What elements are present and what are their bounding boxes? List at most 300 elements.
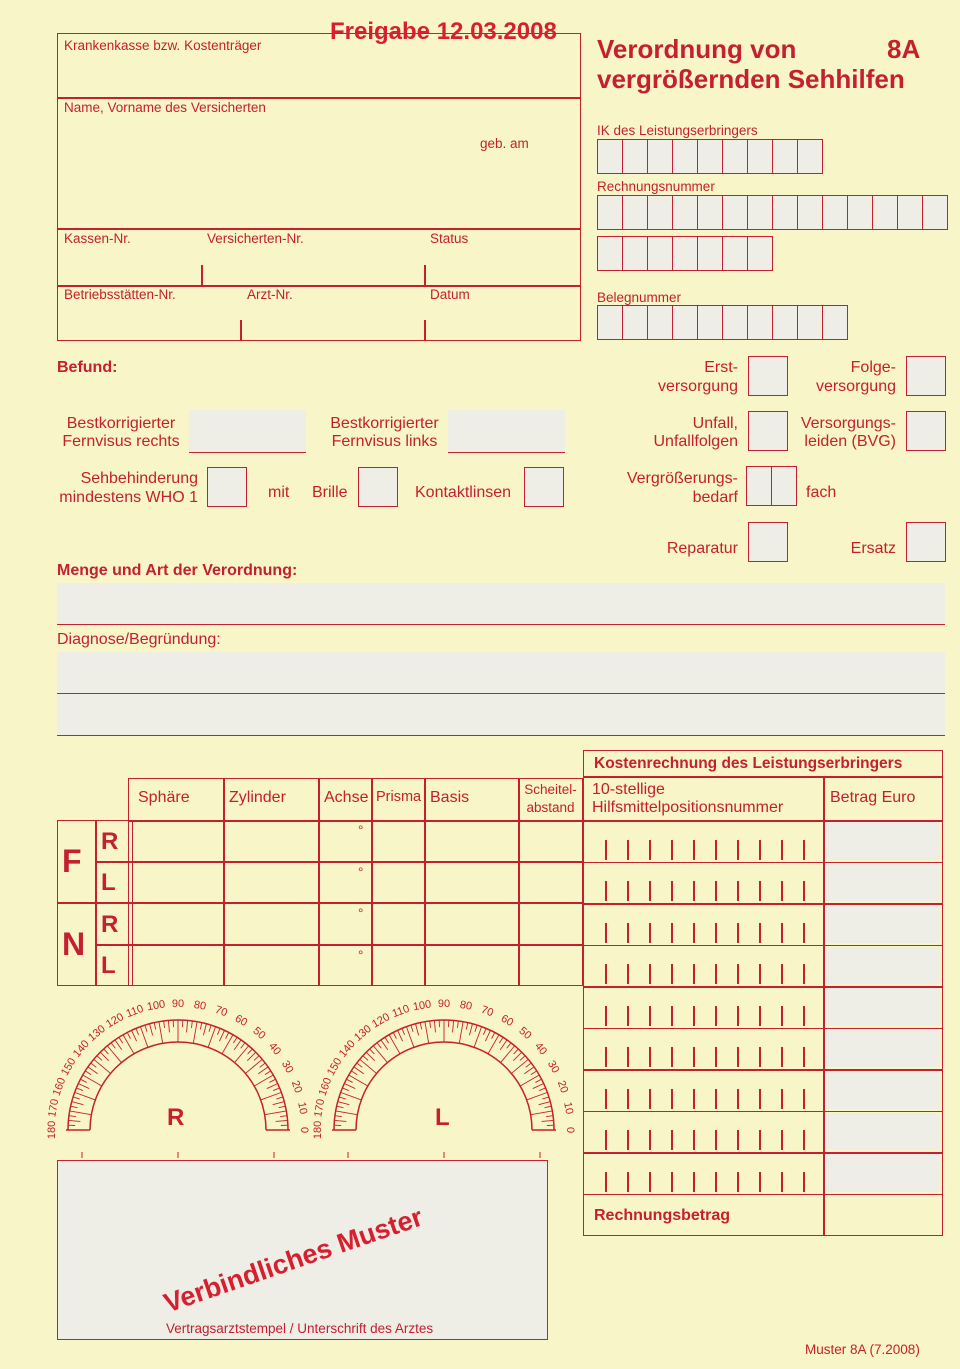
protractor-tick-label: 0 [564,1126,577,1134]
ersatz-label: Ersatz [850,540,896,557]
hmpn-digit-tick [693,1047,695,1067]
protractor-tick [416,1024,419,1036]
protractor-tick-label: 110 [124,1002,146,1021]
protractor-tick [354,1067,364,1074]
row-far-right: R [101,828,119,855]
bvg-checkbox[interactable] [906,411,946,451]
axis-protractor-left[interactable] [311,997,577,1160]
protractor-tick [389,1035,400,1054]
who-label-1: Sehbehinderung [80,470,198,487]
betrag-field[interactable] [826,1113,940,1151]
fach-label: fach [806,484,837,501]
ik-digit[interactable] [672,139,698,174]
ik-digit[interactable] [597,139,623,174]
hmpn-digit-tick [715,1089,717,1109]
protractor-tick [539,1088,545,1091]
protractor-tick [265,1071,271,1075]
protractor-tick [234,1040,241,1050]
footer-form-version: Muster 8A (7.2008) [805,1342,920,1357]
hmpn-digit-tick [693,923,695,943]
protractor-tick [136,1028,139,1034]
protractor-tick [357,1063,363,1067]
protractor-tick [430,1021,431,1028]
protractor-tick-label: 110 [390,1002,412,1021]
hmpn-digit-tick [605,881,607,901]
betrag-field[interactable] [826,905,940,943]
rechnungsnummer-digit[interactable] [772,195,798,230]
protractor-right-label: R [167,1104,185,1131]
rechnungsnummer-digit[interactable] [897,195,923,230]
hmpn-digit-tick [693,1172,695,1192]
hmpn-digit-tick [715,923,717,943]
protractor-tick [273,1088,279,1091]
protractor-tick [76,1088,82,1091]
protractor-tick [524,1067,534,1074]
visus-left-label-1: Bestkorrigierter [330,415,439,432]
ersatz-checkbox[interactable] [906,522,946,562]
protractor-tick [531,1111,553,1115]
hmpn-digit-tick [759,1006,761,1026]
hmpn-label-2: Hilfsmittelpositionsnummer [592,799,784,816]
protractor-tick [254,1075,273,1086]
hmpn-digit-tick [737,923,739,943]
betrag-field[interactable] [826,1071,940,1109]
protractor-tick [97,1056,102,1061]
rechnungsnummer-digit[interactable] [622,195,648,230]
protractor-tick [466,1023,468,1030]
ik-digit[interactable] [647,139,673,174]
protractor-tick [420,1023,422,1030]
hmpn-digit-tick [737,1006,739,1026]
col-sphaere: Sphäre [138,789,190,806]
protractor-tick-label: 30 [278,1058,296,1076]
group-near-label: N [62,926,86,962]
hmpn-digit-tick [715,881,717,901]
protractor-tick-label: 90 [437,997,451,1010]
hmpn-digit-tick [781,881,783,901]
ik-digit[interactable] [747,139,773,174]
protractor-tick [360,1059,377,1073]
hmpn-digit-tick [781,840,783,860]
col-scheitel-2: abstand [526,800,575,815]
protractor-tick [115,1040,122,1050]
form-number: 8A [887,34,921,64]
rechnungsnummer-2-digit[interactable] [622,236,648,271]
protractor-tick [265,1111,287,1115]
degree-1: ° [358,823,364,838]
rechnungsnummer-digit[interactable] [922,195,948,230]
protractor-tick [104,1049,109,1054]
watermark-text: Verbindliches Muster [160,1201,427,1319]
protractor-tick-label: 180 [45,1120,58,1140]
datum-label: Datum [430,287,470,302]
protractor-tick [193,1022,197,1044]
hmpn-digit-tick [693,1089,695,1109]
hmpn-digit-tick [671,1172,673,1192]
hmpn-digit-tick [693,964,695,984]
col-prisma: Prisma [376,789,422,805]
betrag-field[interactable] [826,988,940,1026]
protractor-tick [393,1032,396,1038]
hmpn-digit-tick [759,1172,761,1192]
protractor-tick [248,1049,253,1054]
hmpn-digit-tick [605,1172,607,1192]
hmpn-digit-tick [781,923,783,943]
hmpn-digit-tick [671,1130,673,1150]
brille-checkbox[interactable] [358,467,398,507]
belegnummer-digit[interactable] [747,305,773,340]
hmpn-digit-tick [759,1130,761,1150]
reparatur-checkbox[interactable] [748,522,788,562]
folge-label-2: versorgung [815,378,896,395]
hmpn-digit-tick [803,840,805,860]
col-basis: Basis [430,789,470,806]
protractor-tick-label: 70 [213,1003,229,1020]
protractor-tick [219,1030,224,1041]
protractor-tick [385,1037,389,1043]
hmpn-digit-tick [649,1130,651,1150]
hmpn-digit-tick [737,1172,739,1192]
rechnungsnummer-digit[interactable] [872,195,898,230]
hmpn-digit-tick [649,881,651,901]
protractor-tick [241,1043,245,1049]
protractor-tick [69,1116,76,1117]
protractor-tick [187,1020,188,1032]
rechnungsnummer-label: Rechnungsnummer [597,179,715,194]
protractor-tick [269,1079,275,1082]
hmpn-digit-tick [627,881,629,901]
hmpn-digit-tick [605,1006,607,1026]
protractor-tick [276,1120,288,1121]
hmpn-digit-tick [715,1172,717,1192]
hmpn-digit-tick [715,964,717,984]
row-near-left: L [101,952,116,979]
protractor-tick [492,1032,495,1038]
rechnungsnummer-digit[interactable] [722,195,748,230]
who-checkbox[interactable] [207,467,247,507]
rechnungsnummer-2-digit[interactable] [722,236,748,271]
hmpn-digit-tick [803,1172,805,1192]
protractor-tick [457,1021,458,1028]
rechnungsnummer-digit[interactable] [797,195,823,230]
hmpn-digit-tick [803,923,805,943]
rechnungsnummer-2-digit[interactable] [747,236,773,271]
protractor-tick [500,1040,507,1050]
hmpn-digit-tick [781,1006,783,1026]
ik-digit[interactable] [622,139,648,174]
reparatur-label: Reparatur [666,540,738,557]
protractor-tick-label: 170 [312,1098,328,1119]
col-scheitel-1: Scheitel- [524,782,577,797]
hmpn-digit-tick [627,840,629,860]
belegnummer-digit[interactable] [797,305,823,340]
protractor-tick [338,1102,350,1105]
protractor-tick [334,1120,346,1121]
belegnummer-digit[interactable] [772,305,798,340]
protractor-tick [164,1021,165,1028]
hmpn-digit-tick [693,1006,695,1026]
ik-digit[interactable] [797,139,823,174]
hmpn-digit-tick [803,1130,805,1150]
protractor-tick [377,1043,381,1049]
hmpn-digit-tick [759,923,761,943]
hmpn-digit-tick [671,923,673,943]
protractor-tick [258,1067,268,1074]
belegnummer-digit[interactable] [722,305,748,340]
hmpn-digit-tick [605,1130,607,1150]
protractor-tick [94,1059,111,1073]
versicherten-nr-label: Versicherten-Nr. [207,231,304,246]
hmpn-digit-tick [693,1130,695,1150]
protractor-tick-label: 40 [532,1040,550,1058]
betrag-field[interactable] [826,822,940,860]
hmpn-digit-tick [737,840,739,860]
protractor-tick [127,1032,130,1038]
protractor-tick [373,1046,387,1063]
vergroesserung-digit-1[interactable] [746,466,772,506]
rechnungsnummer-2-digit[interactable] [672,236,698,271]
hmpn-digit-tick [781,1047,783,1067]
hmpn-digit-tick [605,1047,607,1067]
betrag-field[interactable] [826,864,940,902]
protractor-tick [150,1024,153,1036]
vergroesserung-digit-2[interactable] [771,466,797,506]
protractor-tick-label: 140 [70,1038,92,1060]
ik-digit[interactable] [772,139,798,174]
hmpn-digit-tick [715,1047,717,1067]
rechnungsnummer-2-digit[interactable] [597,236,623,271]
protractor-tick [68,1120,80,1121]
hmpn-digit-tick [759,1089,761,1109]
patient-name-label: Name, Vorname des Versicherten [64,100,266,115]
hmpn-digit-tick [737,964,739,984]
protractor-tick [425,1022,429,1044]
rechnungsnummer-2-digit[interactable] [697,236,723,271]
protractor-tick [485,1030,490,1041]
folgeversorgung-checkbox[interactable] [906,356,946,396]
protractor-tick-label: 160 [316,1076,335,1098]
protractor-tick [111,1043,115,1049]
unfall-label-2: Unfallfolgen [653,433,738,450]
protractor-tick [411,1025,413,1032]
protractor-tick-label: 20 [554,1079,571,1095]
protractor-tick-label: 10 [561,1101,576,1116]
protractor-tick-label: 80 [192,998,207,1013]
protractor-tick [501,1046,515,1063]
kontaktlinsen-checkbox[interactable] [524,467,564,507]
hmpn-digit-tick [671,964,673,984]
protractor-tick-label: 100 [146,998,167,1014]
visus-right-label-2: Fernvisus rechts [62,433,180,450]
rechnungsnummer-digit[interactable] [597,195,623,230]
protractor-tick [434,1020,435,1032]
folge-label-1: Folge- [850,359,896,376]
form-title-line1: Verordnung von [597,34,797,64]
diagnose-title: Diagnose/Begründung: [57,631,221,648]
protractor-tick [83,1075,102,1086]
protractor-tick [336,1111,358,1115]
visus-left-field[interactable] [448,410,565,453]
degree-2: ° [358,865,364,880]
belegnummer-digit[interactable] [672,305,698,340]
kassen-nr-label: Kassen-Nr. [64,231,131,246]
hmpn-label-1: 10-stellige [592,781,665,798]
degree-4: ° [358,948,364,963]
protractor-tick [511,1059,528,1073]
hmpn-digit-tick [759,964,761,984]
bsnr-label: Betriebsstätten-Nr. [64,287,176,302]
protractor-tick-label: 120 [370,1011,392,1031]
hmpn-digit-tick [781,1089,783,1109]
form-title-line2: vergrößernden Sehhilfen [597,64,905,94]
protractor-tick-label: 170 [46,1098,62,1119]
ik-digit[interactable] [697,139,723,174]
betrag-field[interactable] [826,947,940,985]
protractor-tick [335,1116,342,1117]
diagnose-field-2[interactable] [57,694,945,736]
hmpn-digit-tick [671,1006,673,1026]
col-zylinder: Zylinder [229,789,286,806]
belegnummer-digit[interactable] [597,305,623,340]
hmpn-digit-tick [759,840,761,860]
diagnose-field-1[interactable] [57,652,945,694]
menge-field[interactable] [57,583,945,625]
protractor-tick [459,1022,463,1044]
protractor-tick [520,1075,539,1086]
rechnungsnummer-digit[interactable] [747,195,773,230]
protractor-tick [475,1025,477,1032]
rechnungsnummer-digit[interactable] [847,195,873,230]
hmpn-digit-tick [737,1089,739,1109]
protractor-tick [402,1028,405,1034]
visus-right-field[interactable] [189,410,306,453]
protractor-tick [514,1049,519,1054]
protractor-tick [245,1059,262,1073]
protractor-tick [217,1028,220,1034]
ik-digit[interactable] [722,139,748,174]
protractor-tick [191,1021,192,1028]
hmpn-digit-tick [781,1172,783,1192]
protractor-left-label: L [435,1104,450,1131]
betrag-field[interactable] [826,1030,940,1068]
protractor-tick [520,1056,525,1061]
belegnummer-digit[interactable] [622,305,648,340]
rechnungsnummer-digit[interactable] [822,195,848,230]
protractor-tick [222,1035,233,1054]
hmpn-digit-tick [693,881,695,901]
protractor-tick [546,1116,553,1117]
protractor-tick-label: 120 [104,1011,126,1031]
bvg-label-2: leiden (BVG) [804,433,896,450]
protractor-tick-label: 10 [295,1101,310,1116]
hmpn-digit-tick [627,1047,629,1067]
protractor-tick [107,1046,121,1063]
betrag-field[interactable] [826,1154,940,1192]
protractor-tick-label: 60 [232,1012,250,1030]
protractor-tick-label: 50 [250,1024,268,1042]
protractor-tick [168,1020,169,1032]
protractor-tick [145,1025,147,1032]
protractor-tick [542,1120,554,1121]
rechnungsnummer-digit[interactable] [647,195,673,230]
hmpn-digit-tick [715,1006,717,1026]
protractor-tick [276,1097,283,1099]
row-far-left: L [101,869,116,896]
mit-label: mit [268,484,290,501]
hmpn-digit-tick [627,1006,629,1026]
protractor-tick [381,1040,388,1050]
hmpn-digit-tick [737,881,739,901]
hmpn-digit-tick [737,1130,739,1150]
befund-title: Befund: [57,359,118,376]
protractor-tick-label: 80 [458,998,473,1013]
protractor-tick [73,1097,80,1099]
protractor-tick-label: 140 [336,1038,358,1060]
protractor-tick [233,1037,237,1043]
protractor-tick [254,1056,259,1061]
protractor-tick [123,1035,134,1054]
hmpn-digit-tick [715,840,717,860]
protractor-tick [78,1084,89,1089]
hmpn-digit-tick [759,1047,761,1067]
erstversorgung-checkbox[interactable] [748,356,788,396]
hmpn-digit-tick [803,1006,805,1026]
visus-right-label-1: Bestkorrigierter [66,415,176,432]
protractor-tick [91,1063,97,1067]
protractor-tick [159,1022,163,1044]
belegnummer-digit[interactable] [697,305,723,340]
protractor-tick [337,1106,344,1108]
hmpn-digit-tick [803,1089,805,1109]
hmpn-digit-tick [627,964,629,984]
protractor-tick-label: 150 [59,1056,79,1078]
protractor-tick-label: 100 [412,998,433,1014]
vergroesserung-label-1: Vergrößerungs- [626,470,738,487]
who-label-2: mindestens WHO 1 [59,489,198,506]
betrag-label: Betrag Euro [830,789,916,806]
brille-label: Brille [312,484,348,501]
protractor-tick [542,1097,549,1099]
belegnummer-digit[interactable] [822,305,848,340]
rechnungsnummer-2-digit[interactable] [647,236,673,271]
belegnummer-digit[interactable] [647,305,673,340]
hmpn-digit-tick [803,1047,805,1067]
axis-protractor-right[interactable] [45,997,311,1160]
col-achse: Achse [324,789,369,806]
hmpn-digit-tick [627,1172,629,1192]
hmpn-digit-tick [649,1006,651,1026]
degree-3: ° [358,906,364,921]
rechnungsnummer-digit[interactable] [697,195,723,230]
hmpn-digit-tick [627,1089,629,1109]
protractor-tick [539,1102,551,1105]
protractor-tick [85,1071,91,1075]
rechnungsnummer-digit[interactable] [672,195,698,230]
protractor-tick [132,1030,137,1041]
arzt-nr-label: Arzt-Nr. [247,287,293,302]
protractor-tick [499,1037,503,1043]
protractor-tick [349,1075,368,1086]
vergroesserung-label-2: bedarf [692,489,738,506]
protractor-tick-label: 50 [516,1024,534,1042]
protractor-tick [545,1106,552,1108]
protractor-tick [80,1079,86,1082]
protractor-tick [88,1067,98,1074]
unfall-checkbox[interactable] [748,411,788,451]
hmpn-digit-tick [605,964,607,984]
hmpn-digit-tick [649,1047,651,1067]
protractor-tick [535,1079,541,1082]
